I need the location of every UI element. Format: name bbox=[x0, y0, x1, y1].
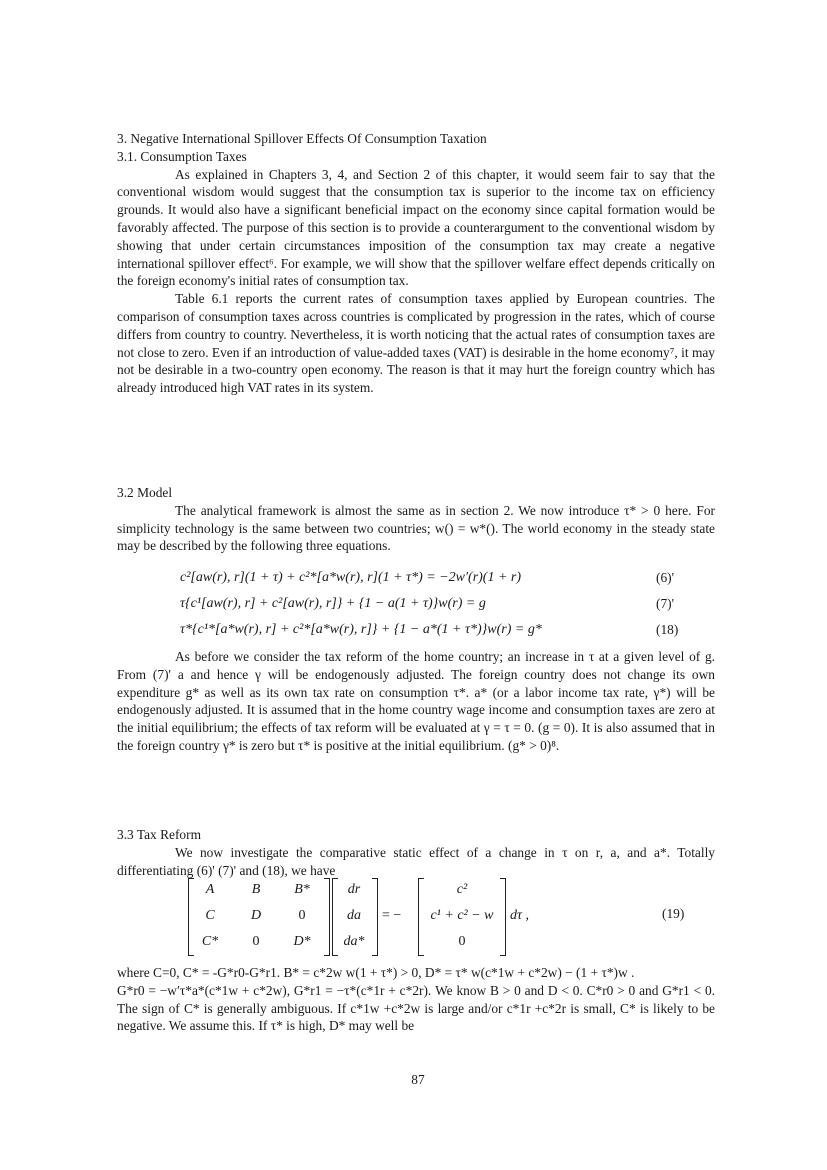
matrix-cell: A bbox=[205, 882, 215, 897]
equation-7-number: (7)' bbox=[656, 596, 675, 611]
equals-minus-sign: = − bbox=[382, 908, 402, 923]
page-number: 87 bbox=[411, 1072, 425, 1087]
matrix-cell: C* bbox=[201, 934, 219, 949]
equation-19-matrix bbox=[188, 878, 530, 956]
section-heading: 3. Negative International Spillover Effects Of Consumption Taxation bbox=[117, 131, 487, 146]
matrix-cell: B* bbox=[294, 882, 310, 897]
paragraph-sign-analysis: G*r0 = −w′τ*a*(c*1w + c*2w), G*r1 = −τ*(c*1r + c*2r). We know B > 0 and D < 0. C*r0 > 0 and G*r1 < 0. The sign of C* is generally ambiguous. If c*1w +c*2w is large and/or c*1r +c*2r is small, C* is likely to be negative. We assume this. If τ* is high, D* may well be bbox=[117, 982, 715, 1034]
vector-cell: da* bbox=[343, 934, 365, 949]
paragraph-comparative-static: We now investigate the comparative static effect of a change in τ on r, a, and a*. Totally differentiating (6)' (7)' and (18), we have bbox=[117, 844, 715, 878]
coefficient-matrix bbox=[188, 878, 330, 956]
rhs-cell: c² bbox=[456, 882, 468, 897]
vector-cell: da bbox=[347, 908, 361, 923]
section-3-3 bbox=[117, 826, 715, 879]
matrix-cell: C bbox=[205, 908, 215, 923]
rhs-cell: c¹ + c² − w bbox=[430, 908, 494, 923]
subsection-heading-consumption-taxes: 3.1. Consumption Taxes bbox=[117, 148, 247, 164]
paragraph-analytical-framework: The analytical framework is almost the same as in section 2. We now introduce τ* > 0 here. For simplicity technology is the same between two countries; w() = w*(). The world economy in the steady state may be described by the following three equations. bbox=[117, 502, 715, 554]
subsection-heading-tax-reform: 3.3 Tax Reform bbox=[117, 827, 201, 842]
paragraph-conventional-wisdom: As explained in Chapters 3, 4, and Section 2 of this chapter, it would seem fair to say that the conventional wisdom would suggest that the consumption tax is superior to the income tax on efficiency grounds. It would also have a significant beneficial impact on the economy since capital formation would be favorably affected. The purpose of this section is to provide a counterargument to the conventional wisdom by showing that under certain circumstances imposition of the consumption tax may create a negative international spillover effect⁶. For example, we will show that the spillover welfare effect depends critically on the foreign economy's initial rates of consumption tax. bbox=[117, 166, 715, 289]
paragraph-tax-reform-assumptions: As before we consider the tax reform of the home country; an increase in τ at a given level of g. From (7)' a and hence γ will be endogenously adjusted. The foreign country does not change its own expenditure g* as well as its own tax rate on consumption τ*. a* (or a labor income tax rate, γ*) will be endogenously adjusted. It is assumed that in the home country wage income and consumption taxes are zero at the initial equilibrium; the effects of tax reform will be evaluated at γ = τ = 0. (g = 0). It is also assumed that in the foreign country γ* is zero but τ* is positive at the initial equilibrium. (g* > 0)⁸. bbox=[117, 649, 715, 753]
equation-18 bbox=[180, 622, 720, 638]
paragraph-table-6-1: Table 6.1 reports the current rates of consumption taxes applied by European countries. The comparison of consumption taxes across countries is complicated by progression in the rates, which of course differs from country to country. Nevertheless, it is worth noticing that the actual rates of consumption taxes are not close to zero. Even if an introduction of value-added taxes (VAT) is desirable in the home economy⁷, it may not be desirable in a two-country open economy. The reason is that it may hurt the foreign country which has already introduced high VAT rates in its system. bbox=[117, 291, 715, 396]
equation-6-body: c²[aw(r), r](1 + τ) + c²*[a*w(r), r](1 + τ*) = −2w′(r)(1 + r) bbox=[180, 570, 522, 585]
matrix-cell: 0 bbox=[298, 908, 306, 923]
differential-vector bbox=[332, 878, 378, 956]
matrix-cell: B bbox=[251, 882, 261, 897]
matrix-cell: D* bbox=[293, 934, 311, 949]
paragraph-where-c: where C=0, C* = -G*r0-G*r1. B* = c*2w w(1 + τ*) > 0, D* = τ* w(c*1w + c*2w) − (1 + τ*)w . bbox=[117, 965, 635, 980]
section-3-1 bbox=[117, 130, 715, 397]
equation-6-number: (6)' bbox=[656, 570, 675, 585]
rhs-cell: 0 bbox=[458, 934, 466, 949]
rhs-vector bbox=[418, 878, 506, 956]
matrix-cell: 0 bbox=[252, 934, 260, 949]
equation-18-number: (18) bbox=[656, 622, 679, 637]
subsection-heading-model: 3.2 Model bbox=[117, 485, 173, 500]
section-3-2 bbox=[117, 484, 715, 555]
sign-assumptions bbox=[117, 964, 715, 1035]
matrix-cell: D bbox=[250, 908, 262, 923]
tax-reform-assumptions bbox=[117, 648, 715, 755]
d-tau: dτ , bbox=[510, 908, 530, 923]
equation-6-prime bbox=[180, 570, 720, 586]
vector-cell: dr bbox=[347, 882, 361, 897]
equation-18-body: τ*{c¹*[a*w(r), r] + c²*[a*w(r), r]} + {1 − a*(1 + τ*)}w(r) = g* bbox=[180, 622, 542, 637]
equation-19-number: (19) bbox=[662, 906, 685, 921]
equation-7-body: τ{c¹[aw(r), r] + c²[aw(r), r]} + {1 − a(1 + τ)}w(r) = g bbox=[180, 596, 486, 611]
equation-7-prime bbox=[180, 596, 720, 612]
